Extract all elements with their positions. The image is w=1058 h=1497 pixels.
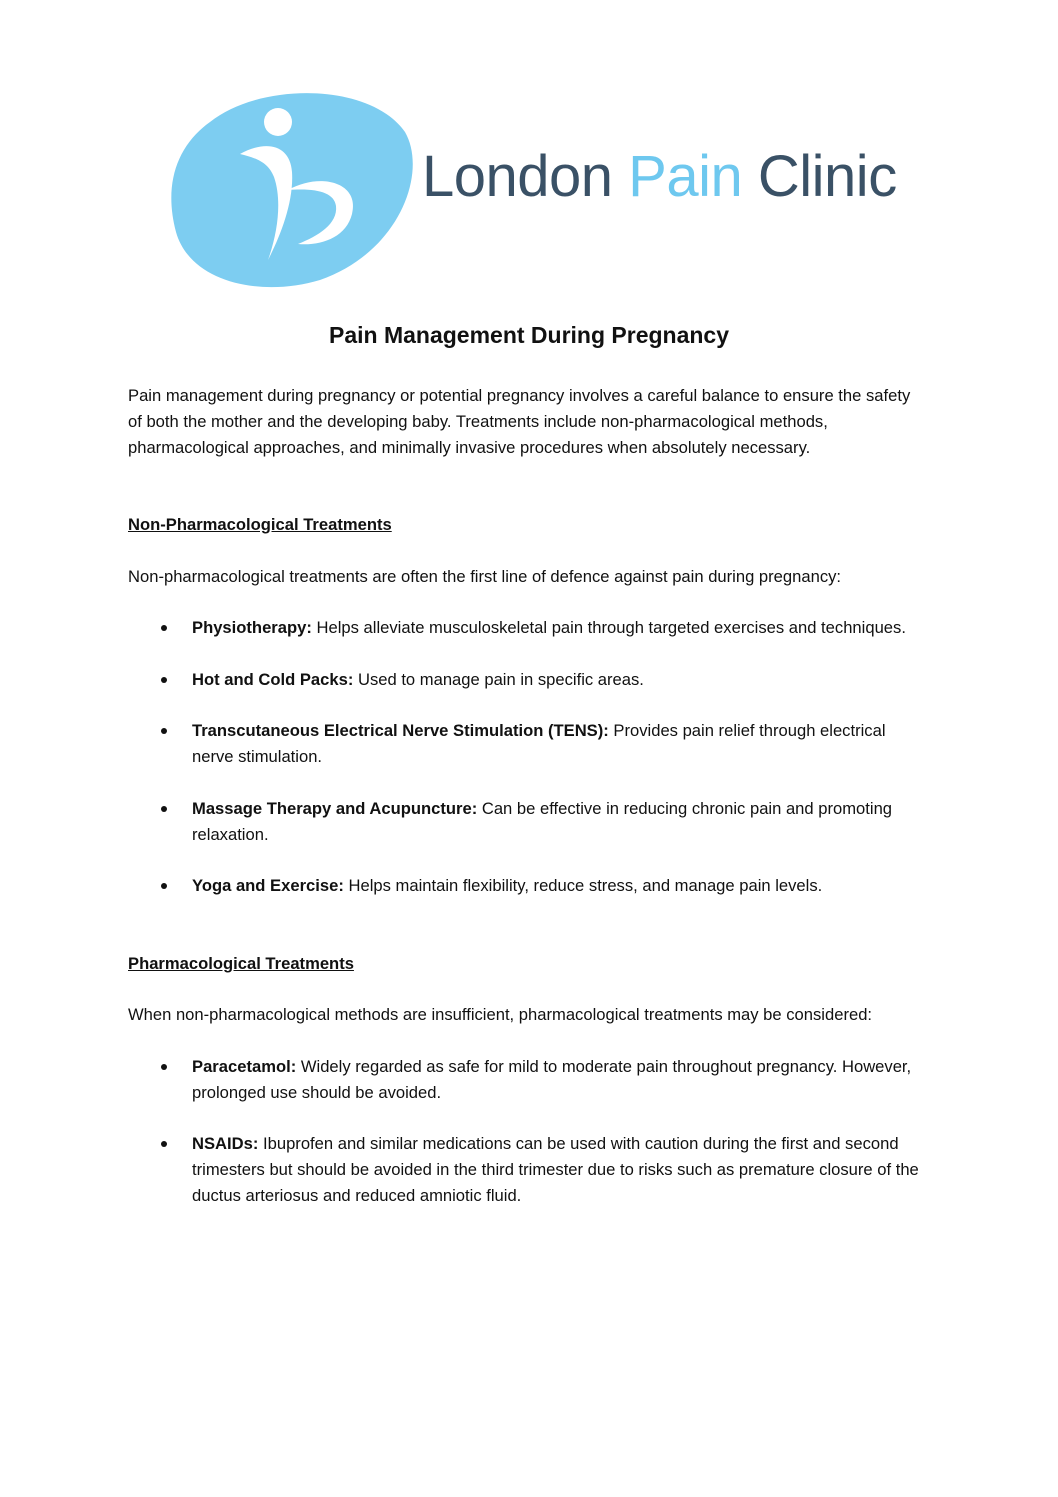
list-item-text: Widely regarded as safe for mild to moderate pain throughout pregnancy. However, prolonged use should be avoided. — [192, 1056, 912, 1102]
logo-wordmark — [422, 144, 897, 209]
list-item-text: Can be effective in reducing chronic pain and promoting relaxation. — [192, 798, 893, 844]
list-item — [128, 873, 928, 899]
pharm-lead: When non-pharmacological methods are insufficient, pharmacological treatments may be considered: — [128, 1005, 873, 1025]
section-heading-non-pharm: Non-Pharmacological Treatments — [128, 514, 392, 534]
list-item-term: Paracetamol: — [192, 1056, 297, 1076]
list-item — [128, 615, 928, 641]
intro-paragraph: Pain management during pregnancy or potential pregnancy involves a careful balance to ensure the safety of both the mother and the developing baby. Treatments include non-pharmacological methods, pharmacological approaches, and minimally invasive procedures when absolutely necessary. — [128, 386, 911, 457]
list-item-text: Provides pain relief through electrical nerve stimulation. — [192, 721, 886, 767]
section-heading-pharm: Pharmacological Treatments — [128, 953, 354, 973]
list-item-term: Physiotherapy: — [192, 618, 312, 638]
list-item-term: Massage Therapy and Acupuncture: — [192, 798, 478, 818]
logo-word-pain: Pain — [628, 144, 743, 209]
logo-word-london: London — [422, 144, 613, 209]
list-item-term: Hot and Cold Packs: — [192, 669, 354, 689]
list-item — [128, 1131, 928, 1208]
non-pharm-list — [128, 615, 928, 899]
logo-word-clinic: Clinic — [757, 144, 897, 209]
list-item — [128, 796, 928, 848]
list-item — [128, 1054, 928, 1106]
document-title: Pain Management During Pregnancy — [328, 322, 730, 348]
list-item-text: Used to manage pain in specific areas. — [353, 669, 644, 689]
list-item-term: Yoga and Exercise: — [192, 876, 344, 896]
list-item — [128, 667, 928, 693]
non-pharm-lead: Non-pharmacological treatments are often the first line of defence against pain during pregnancy: — [128, 566, 842, 586]
list-item-text: Helps maintain flexibility, reduce stress, and manage pain levels. — [343, 876, 823, 896]
logo-mark-icon — [170, 82, 430, 292]
clinic-logo — [170, 82, 930, 292]
list-item-text: Ibuprofen and similar medications can be used with caution during the first and second trimesters but should be avoided in the third trimester due to risks such as premature closure of the ductus arteriosus and reduced amniotic fluid. — [192, 1134, 919, 1205]
document-body — [128, 383, 928, 1209]
pharm-list — [128, 1054, 928, 1209]
list-item-term: NSAIDs: — [192, 1134, 259, 1154]
list-item-term: Transcutaneous Electrical Nerve Stimulation (TENS): — [192, 721, 609, 741]
list-item-text: Helps alleviate musculoskeletal pain through targeted exercises and techniques. — [311, 618, 906, 638]
list-item — [128, 718, 928, 770]
